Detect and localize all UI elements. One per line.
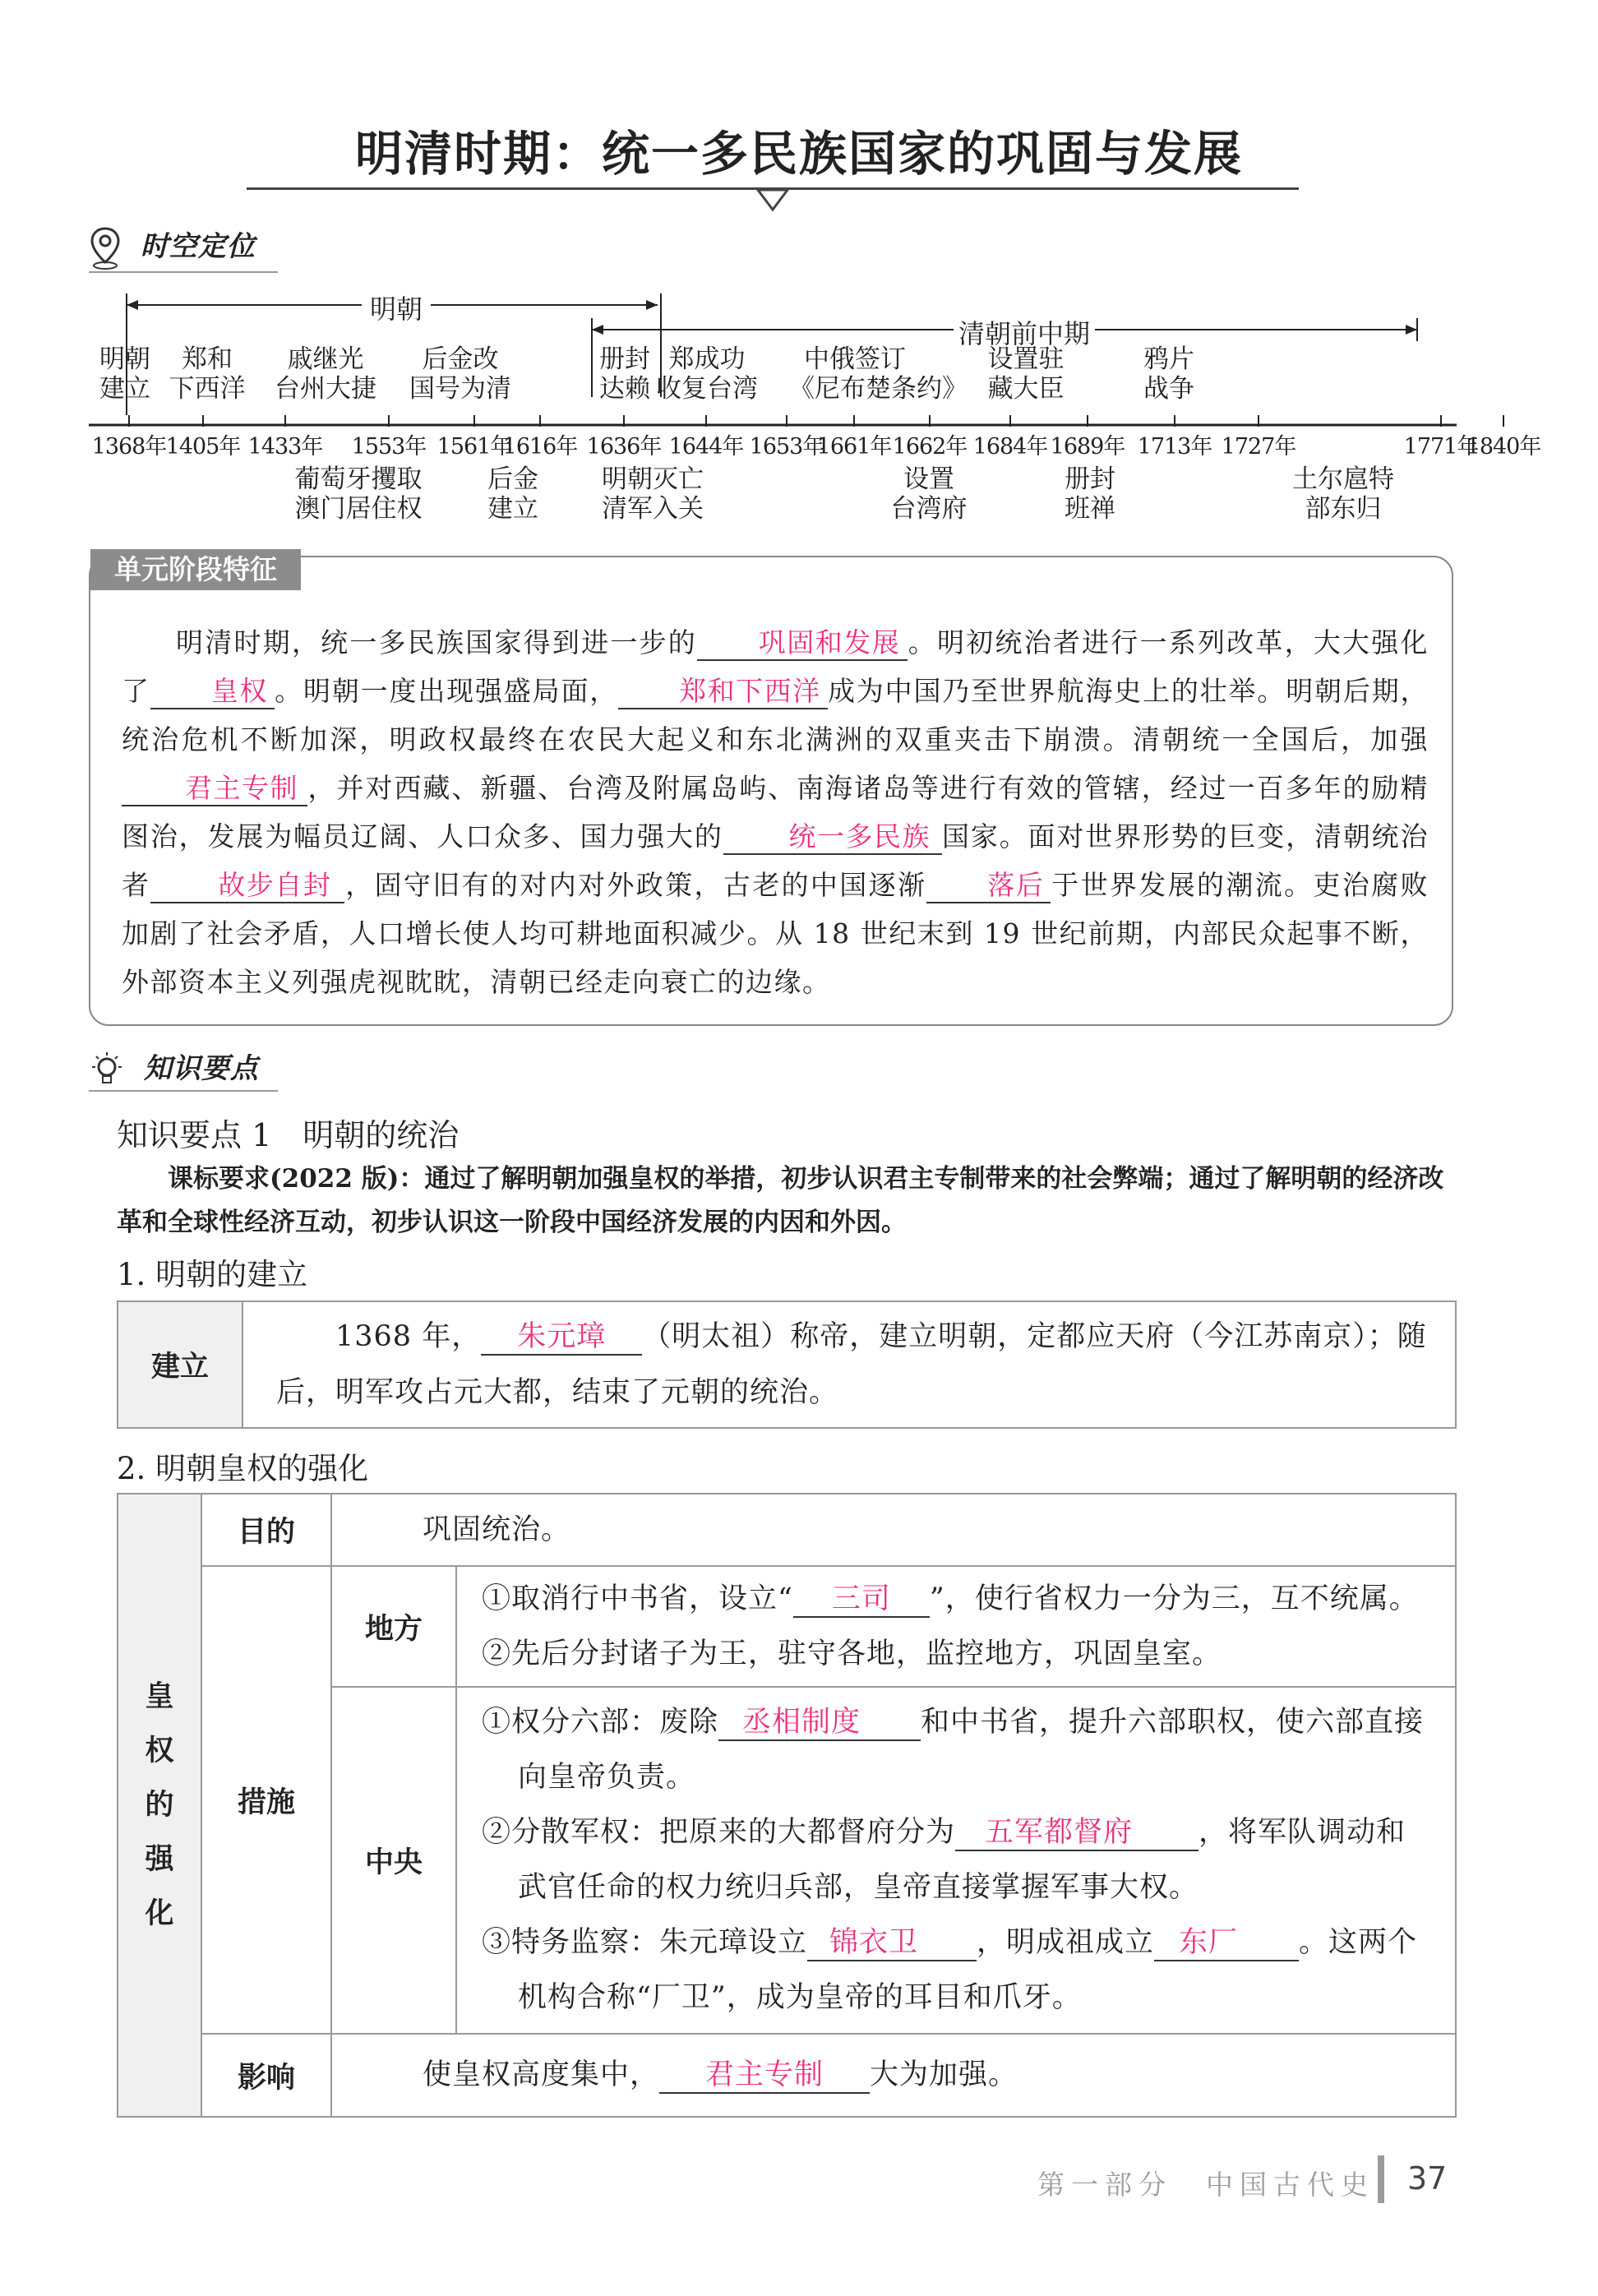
timeline-year: 1561年 (436, 434, 512, 460)
measures-head: 措施 (201, 1566, 331, 2034)
timeline-tick (1503, 415, 1504, 427)
stage-text-4: 成为中国乃至世界航海史上的壮举。明朝后期，统治危机不断加深，明政权最终在农民大起义和东北满洲的双重夹击下崩溃。清朝统一全国后，加强 (122, 675, 1429, 755)
timeline-tick (705, 415, 707, 427)
timeline-year: 1713年 (1137, 434, 1212, 460)
stage-features-text (122, 618, 1429, 1006)
stage-text-8: 于世界发展的潮流。吏治腐败加剧了社会矛盾，人口增长使人均可耕地面积减少。从 18 世纪末到 19 世纪前期，内部民众起事不断，外部资本主义列强虎视眈眈，清朝已经走向衰亡的边缘。 (122, 869, 1429, 998)
central-3e: 。这两个机构合称“厂卫”，成为皇帝的耳目和爪牙。 (518, 1926, 1418, 2015)
timeline-event-line: 设置驻 (987, 344, 1065, 374)
timeline-event-line: 册封 (1065, 464, 1115, 494)
timeline-event-line: 下西洋 (169, 374, 246, 404)
timeline-tick (1087, 415, 1088, 427)
timeline-event-top (1103, 344, 1235, 404)
timeline-event-line: 《尼布楚条约》 (789, 374, 968, 404)
timeline-year: 1727年 (1221, 434, 1296, 460)
timeline-event-line: 后金改 (422, 344, 499, 374)
timeline-event-bottom (276, 464, 441, 524)
timeline-year: 1771年 (1403, 434, 1479, 460)
timeline-event-line: 藏大臣 (987, 374, 1065, 404)
central-3a: ③特务监察：朱元璋设立 (482, 1926, 808, 1960)
lightbulb-icon (89, 1051, 125, 1090)
timeline-event-top (141, 344, 273, 404)
section-knowledge-head (89, 1046, 259, 1090)
central-2c: ，将军队调动和武官任命的权力统归兵部，皇帝直接掌握军事大权。 (518, 1816, 1406, 1905)
effect-3: 大为加强。 (870, 2058, 1018, 2092)
timeline (82, 284, 1541, 530)
central-3c: ，明成祖成立 (977, 1926, 1155, 1960)
timeline-event-top (395, 344, 526, 404)
timeline-event-line: 明朝 (99, 344, 150, 374)
timeline-year: 1644年 (668, 434, 744, 460)
table-left-header (118, 1494, 201, 2117)
effect-head: 影响 (201, 2034, 331, 2117)
table-founding-head: 建立 (118, 1301, 242, 1428)
timeline-event-line: 明朝灭亡 (602, 464, 704, 494)
timeline-event-top (260, 344, 391, 404)
timeline-year: 1661年 (816, 434, 892, 460)
timeline-event-line: 鸦片 (1143, 344, 1194, 374)
timeline-event-bottom (847, 464, 1011, 524)
page-number: 37 (1407, 2160, 1448, 2197)
timeline-tick (202, 415, 204, 427)
timeline-event-bottom (570, 464, 735, 524)
founding-text-1: 1368 年， (335, 1320, 482, 1353)
timeline-year: 1433年 (247, 434, 323, 460)
answer-blank-2[interactable]: 皇权 (150, 675, 275, 709)
central-1c: 和中书省，提升六部职权，使六部直接向皇帝负责。 (518, 1706, 1425, 1795)
timeline-event-line: 后金 (487, 464, 538, 494)
timeline-ming-label: 明朝 (362, 289, 431, 326)
effect-content (331, 2034, 1456, 2117)
timeline-year: 1405年 (165, 434, 241, 460)
stage-features-tag: 单元阶段特征 (90, 549, 301, 590)
subtitle-imperial-power: 2. 明朝皇权的强化 (117, 1451, 369, 1486)
timeline-tick (284, 415, 286, 427)
timeline-event-line: 收复台湾 (656, 374, 758, 404)
section-underline (89, 271, 278, 273)
stage-text-6: 国家。面对世界形势的巨变，清朝统治者 (122, 820, 1429, 901)
timeline-event-line: 戚继光 (287, 344, 364, 374)
local-content (456, 1566, 1456, 1687)
timeline-tick (1174, 415, 1175, 427)
table-founding (117, 1300, 1457, 1429)
purpose-head: 目的 (201, 1494, 331, 1566)
central-content (456, 1687, 1456, 2034)
founding-text-2: （明太祖）称帝，建立明朝，定都应天府（今江苏南京）；随后，明军攻占元大都，结束了元朝的统治。 (276, 1320, 1427, 1409)
timeline-year: 1616年 (502, 434, 578, 460)
timeline-year: 1840年 (1466, 434, 1541, 460)
timeline-qing-label: 清朝前中期 (954, 313, 1095, 351)
local-1a: ①取消行中书省，设立“ (482, 1582, 793, 1615)
central-2a: ②分散军权：把原来的大都督府分为 (482, 1816, 956, 1850)
stage-text-3: 。明朝一度出现强盛局面， (274, 675, 619, 707)
section-timeline-head (89, 224, 256, 270)
answer-blank-three-si[interactable]: 三司 (793, 1582, 930, 1618)
timeline-event-line: 设置 (903, 464, 954, 494)
answer-blank-founder[interactable]: 朱元璋 (481, 1319, 642, 1356)
timeline-event-line: 台湾府 (890, 494, 968, 524)
answer-blank-chancellor[interactable]: 丞相制度 (718, 1705, 921, 1741)
timeline-year: 1636年 (586, 434, 662, 460)
page-title: 明清时期：统一多民族国家的巩固与发展 (354, 126, 1243, 182)
timeline-tick (929, 415, 931, 427)
local-head: 地方 (331, 1566, 456, 1687)
timeline-event-line: 战争 (1143, 374, 1194, 404)
timeline-year: 1368年 (91, 434, 167, 460)
timeline-event-line: 清军入关 (602, 494, 704, 524)
answer-blank-five-army[interactable]: 五军都督府 (955, 1815, 1198, 1851)
footer-section: 第一部分 中国古代史 (1037, 2169, 1374, 2201)
location-pin-icon (89, 226, 122, 270)
timeline-event-bottom (1261, 464, 1425, 524)
timeline-tick (388, 415, 390, 427)
knowledge-point-title: 知识要点 1 明朝的统治 (117, 1117, 460, 1153)
local-2: ②先后分封诸子为王，驻守各地，监控地方，巩固皇室。 (482, 1637, 1222, 1670)
answer-blank-5[interactable]: 统一多民族 (723, 820, 942, 855)
timeline-tick (1440, 415, 1442, 427)
left-char-3: 的 (145, 1788, 174, 1822)
timeline-tick (1258, 415, 1259, 427)
left-char-5: 化 (145, 1896, 174, 1930)
effect-1: 使皇权高度集中， (423, 2058, 660, 2092)
timeline-year: 1653年 (749, 434, 824, 460)
stage-text-5: ，并对西藏、新疆、台湾及附属岛屿、南海诸岛等进行有效的管辖，经过一百多年的励精图治，发展为幅员辽阔、人口众多、国力强大的 (122, 772, 1429, 852)
curriculum-requirement (117, 1157, 1465, 1245)
timeline-event-line: 郑和 (182, 344, 233, 374)
timeline-tick (539, 415, 541, 427)
timeline-tick (473, 415, 475, 427)
answer-blank-jinyiwei[interactable]: 锦衣卫 (807, 1925, 977, 1961)
local-1c: ”，使行省权力一分为三，互不统属。 (929, 1582, 1419, 1615)
central-1a: ①权分六部：废除 (482, 1706, 719, 1739)
timeline-event-line: 中俄签订 (804, 344, 906, 374)
central-head: 中央 (331, 1687, 456, 2034)
answer-blank-4[interactable]: 君主专制 (122, 772, 307, 806)
answer-blank-dongchang[interactable]: 东厂 (1154, 1925, 1299, 1961)
section-underline-2 (89, 1090, 278, 1092)
section-timeline-label: 时空定位 (140, 230, 256, 263)
subtitle-founding: 1. 明朝的建立 (117, 1257, 308, 1292)
stage-text-1: 明清时期，统一多民族国家得到进一步的 (176, 626, 697, 658)
timeline-year: 1684年 (972, 434, 1048, 460)
answer-blank-autocracy[interactable]: 君主专制 (659, 2058, 870, 2094)
timeline-event-line: 部东归 (1305, 494, 1382, 524)
timeline-tick (128, 415, 130, 427)
timeline-event-bottom (1008, 464, 1172, 524)
stage-text-7: ，固守旧有的对内对外政策，古老的中国逐渐 (344, 869, 927, 901)
timeline-event-line: 建立 (99, 374, 150, 404)
stage-text-2: 。明初统治者进行一系列改革，大大强化了 (122, 626, 1429, 707)
timeline-event-line: 国号为清 (409, 374, 511, 404)
left-char-1: 皇 (145, 1679, 174, 1713)
answer-blank-7[interactable]: 落后 (926, 869, 1051, 903)
answer-blank-6[interactable]: 故步自封 (150, 869, 344, 903)
timeline-tick (1009, 415, 1011, 427)
left-char-4: 强 (145, 1842, 174, 1876)
timeline-event-line: 郑成功 (668, 344, 746, 374)
timeline-event-top (960, 344, 1092, 404)
title-triangle-icon (756, 188, 789, 211)
timeline-tick (623, 415, 625, 427)
left-char-2: 权 (145, 1734, 174, 1767)
timeline-event-line: 班禅 (1065, 494, 1115, 524)
purpose-text: 巩固统治。 (331, 1494, 1456, 1566)
answer-blank-1[interactable]: 巩固和发展 (697, 626, 908, 661)
timeline-event-top (641, 344, 773, 404)
timeline-tick (853, 415, 855, 427)
timeline-event-top (789, 344, 968, 404)
timeline-event-line: 建立 (487, 494, 538, 524)
footer-bar (1378, 2155, 1384, 2203)
timeline-event-line: 达赖 (599, 374, 650, 404)
timeline-year: 1662年 (892, 434, 968, 460)
table-founding-content (242, 1301, 1456, 1428)
curriculum-requirement-text: 课标要求(2022 版)：通过了解明朝加强皇权的举措，初步认识君主专制带来的社会弊端；通过了解明朝的经济改革和全球性经济互动，初步认识这一阶段中国经济发展的内因和外因。 (117, 1164, 1444, 1237)
timeline-event-line: 澳门居住权 (294, 494, 423, 524)
timeline-event-line: 册封 (599, 344, 650, 374)
timeline-tick (786, 415, 787, 427)
table-imperial-power (117, 1493, 1457, 2118)
answer-blank-3[interactable]: 郑和下西洋 (618, 675, 828, 709)
timeline-event-line: 土尔扈特 (1292, 464, 1394, 494)
timeline-event-line: 葡萄牙攫取 (294, 464, 423, 494)
timeline-year: 1689年 (1050, 434, 1125, 460)
section-knowledge-label: 知识要点 (143, 1052, 259, 1085)
timeline-year: 1553年 (351, 434, 427, 460)
timeline-event-line: 台州大捷 (275, 374, 376, 404)
